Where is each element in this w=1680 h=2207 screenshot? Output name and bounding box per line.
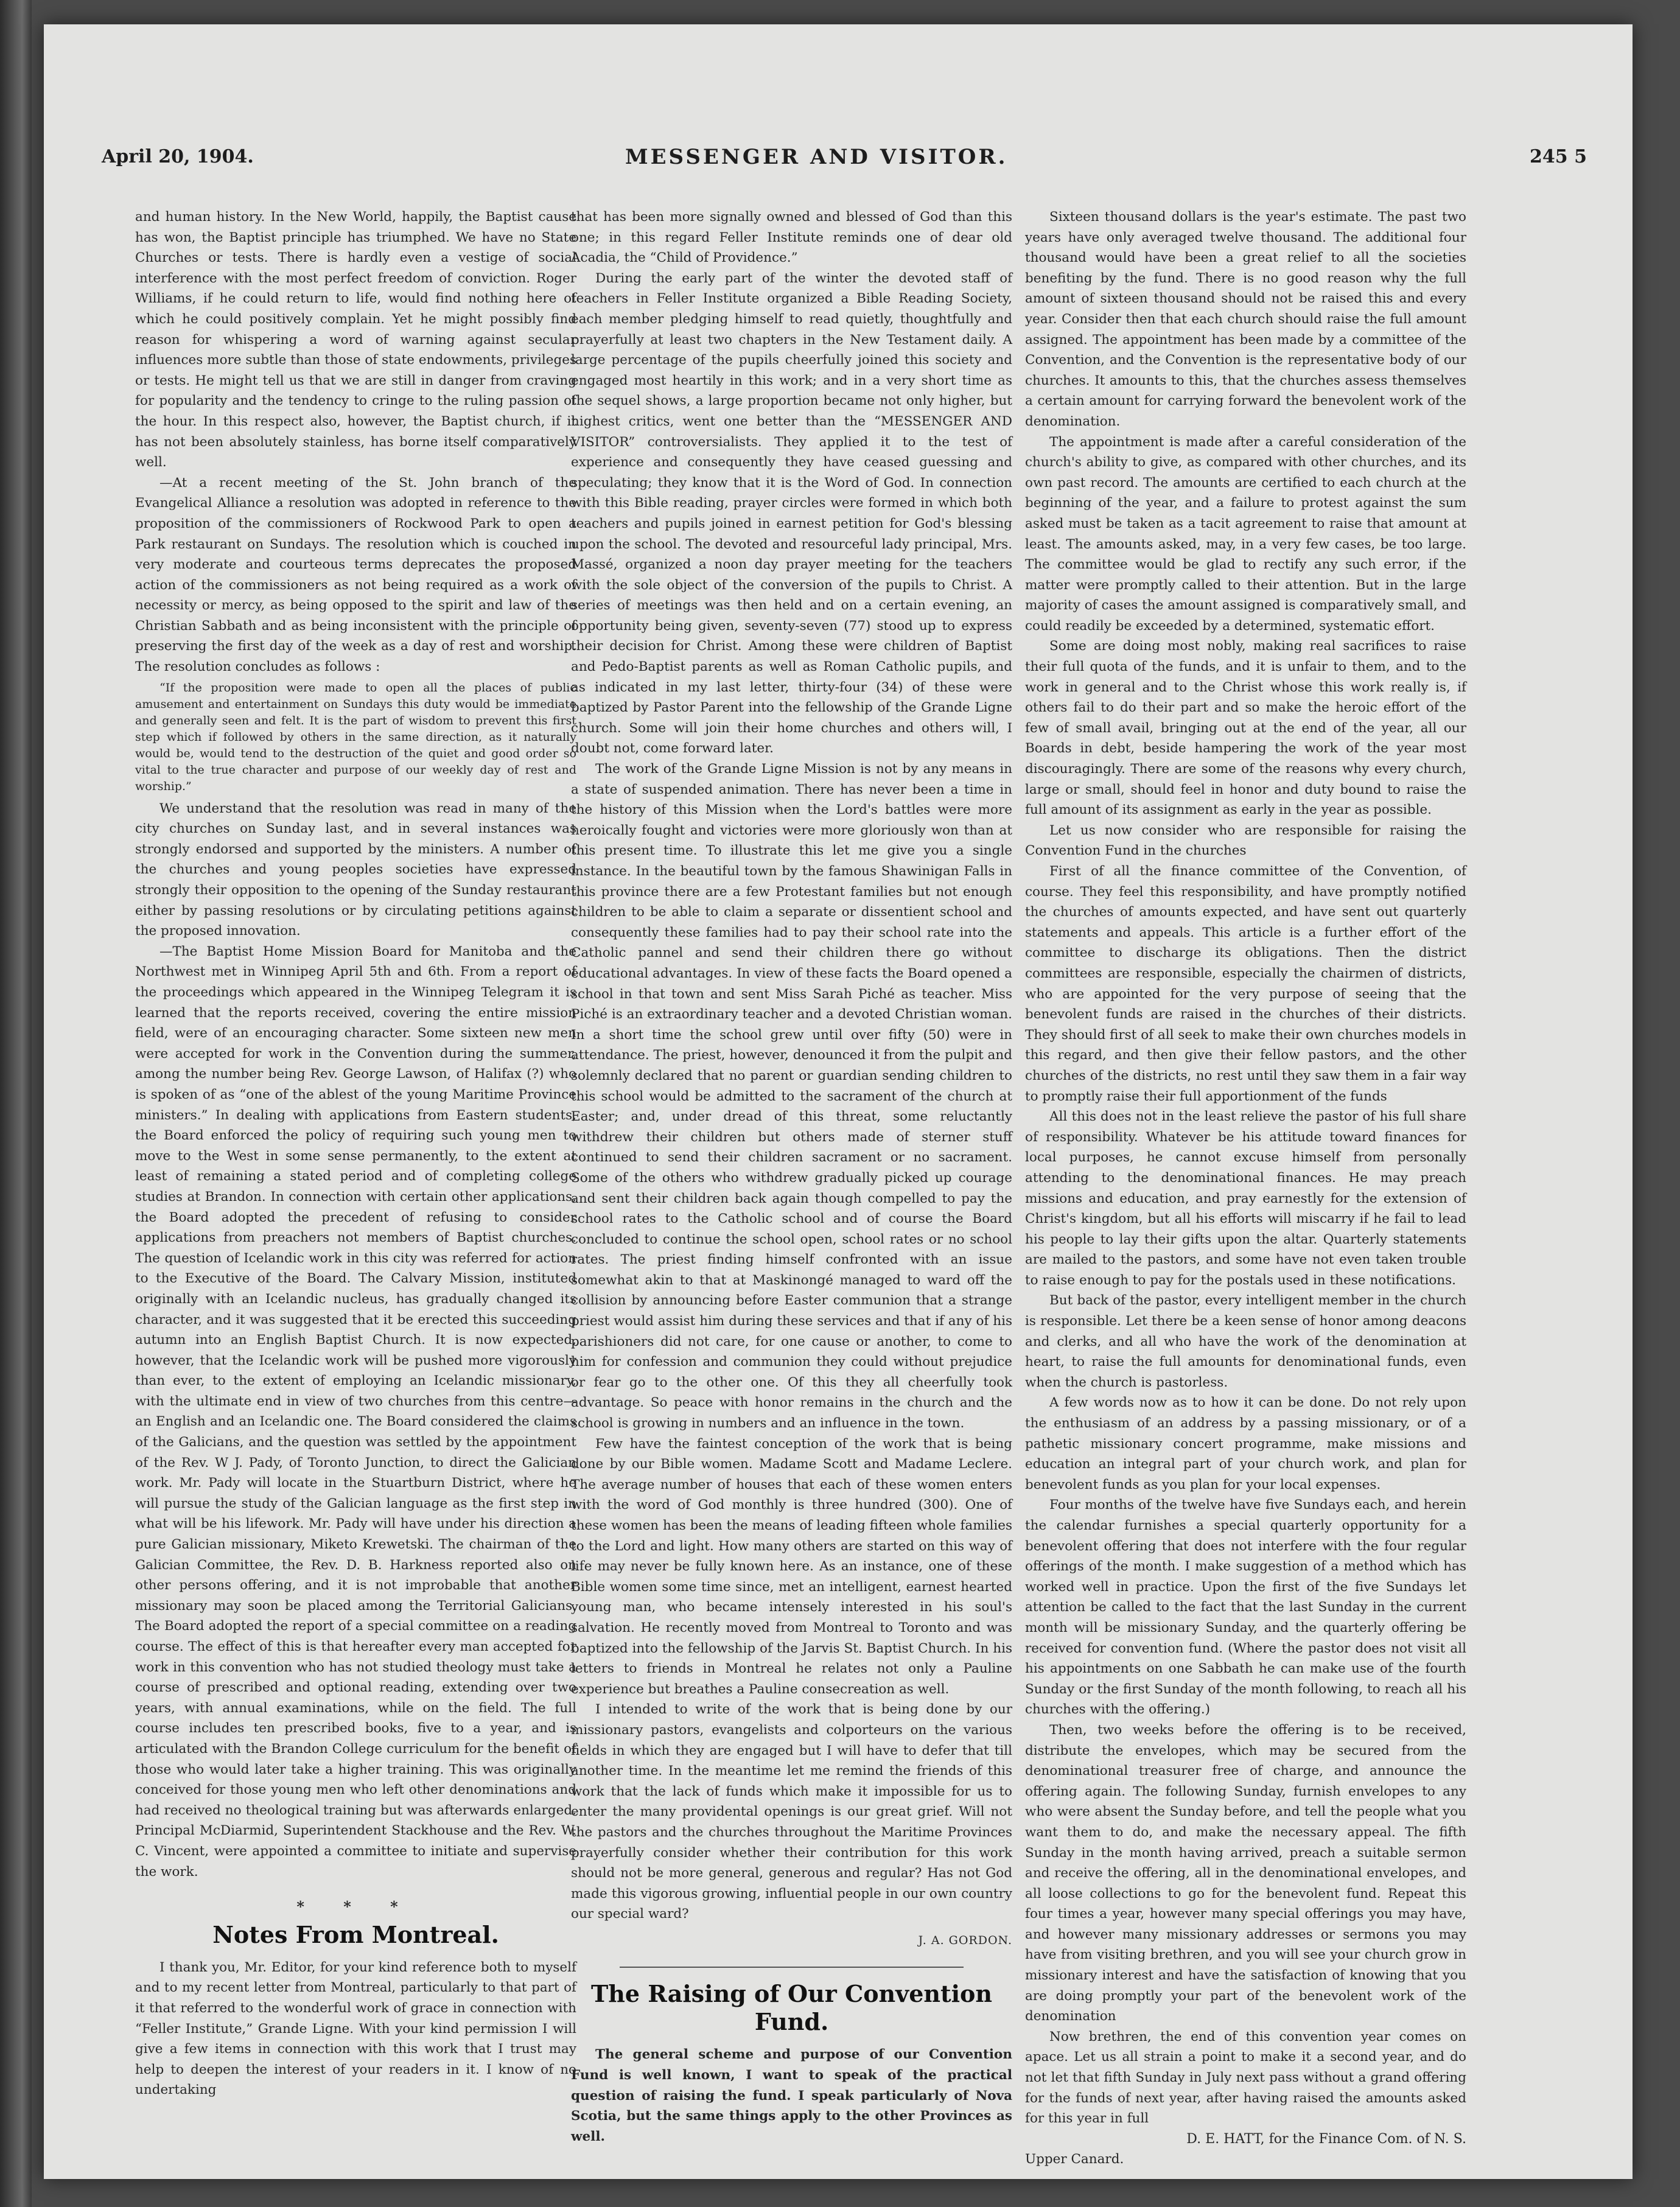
col3-paragraph-8: A few words now as to how it can be done. Do not rely upon the enthusiasm of an address by a passing missionary, or of a pathetic missionary concert programme, make missions and education an integral part of your church work, and plan for benevolent funds as you plan for your local expenses.: [1025, 1395, 1466, 1492]
section-divider-stars: * * *: [296, 1898, 415, 1916]
col3-paragraph-10: Then, two weeks before the offering is to be received, distribute the envelopes, which may be secured from the denominational treasurer free of charge, and announce the offering again. The following Sunday, furnish envelopes to any who were absent the Sunday before, and tell the people what you want them to do, and make the necessary appeal. The fifth Sunday in the month having arrived, preach a suitable sermon and receive the offering, all in the denominational envelopes, and all loose collections to go for the benevolent fund. Repeat this four times a year, however many special offerings you may have, and however many missionary addresses or sermons you may have from visiting brethren, and you will see your church grow in missionary interest and have the satisfaction of knowing that you are doing promptly your part of the benevolent work of the denomination: [1025, 1722, 1466, 2024]
resolution-quote: “If the proposition were made to open all the places of public amusement and entertainment on Sundays this duty would be immediate and generally seen and felt. It is the part of wisdom to prevent this first step which if followed by others in the same direction, as it naturally would be, would tend to the destruction of the quiet and good order so vital to the true character and purpose of our weekly day of rest and worship.”: [135, 680, 576, 793]
column-2: [571, 207, 1012, 2155]
col1-paragraph-4: —The Baptist Home Mission Board for Manitoba and the Northwest met in Winnipeg April 5th and 6th. From a report of the proceedings which appeared in the Winnipeg Telegram it is learned that the reports received, covering the entire mission field, were of an encouraging character. Some sixteen new men were accepted for work in the Convention during the summer, among the number being Rev. George Lawson, of Halifax (?) who is spoken of as “one of the ablest of the young Maritime Province ministers.” In dealing with applications from Eastern students, the Board enforced the policy of requiring such young men to move to the West in some sense permanently, to the extent at least of remaining a stated period and of completing college studies at Brandon. In connection with certain other applications, the Board adopted the precedent of refusing to consider applications from preachers not members of Baptist churches. The question of Icelandic work in this city was referred for action to the Executive of the Board. The Calvary Mission, instituted originally with an Icelandic nucleus, has gradually changed its character, and it was suggested that it be erected this succeeding autumn into an English Baptist Church. It is now expected, however, that the Icelandic work will be pushed more vigorously than ever, to the extent of employing an Icelandic missionary, with the ultimate end in view of two churches from this centre—an English and an Icelandic one. The Board considered the claims of the Galicians, and the question was settled by the appointment of the Rev. W J. Pady, of Toronto Junction, to direct the Galician work. Mr. Pady will locate in the Stuartburn District, where he will pursue the study of the Galician language as the first step in what will be his lifework. Mr. Pady will have under his direction a pure Galician missionary, Miketo Krewetski. The chairman of the Galician Committee, the Rev. D. B. Harkness reported also on other persons offering, and it is not improbable that another missionary may soon be placed among the Territorial Galicians. The Board adopted the report of a special committee on a reading course. The effect of this is that hereafter every man accepted for work in this convention who has not studied theology must take a course of prescribed and optional reading, extending over two years, with annual examinations, while on the field. The full course includes ten prescribed books, five to a year, and is articulated with the Brandon College curriculum for the benefit of those who would later take a higher training. This was originally conceived for those young men who left other denominations and had received no theological training but was afterwards enlarged. Principal McDiarmid, Superintendent Stackhouse and the Rev. W. C. Vincent, were appointed a committee to initiate and supervise the work.: [135, 943, 576, 1880]
col2-paragraph-2: During the early part of the winter the devoted staff of teachers in Feller Institute organized a Bible Reading Society, each member pledging himself to read quietly, thoughtfully and prayerfully at least two chapters in the New Testament daily. A large percentage of the pupils cheerfully joined this society and engaged most heartily in this work; and in a very short time as the sequel shows, a large proportion became not only higher, but highest critics, went one better than the “MESSENGER AND VISITOR” controversialists. They applied it to the test of experience and consequently they have ceased guessing and speculating; they know that it is the Word of God. In connection with this Bible reading, prayer circles were formed in which both teachers and pupils joined in earnest petition for God's blessing upon the school. The devoted and resourceful lady principal, Mrs. Massé, organized a noon day prayer meeting for the teachers with the sole object of the conversion of the pupils to Christ. A series of meetings was then held and on a certain evening, an opportunity being given, seventy-seven (77) stood up to express their decision for Christ. Among these were children of Baptist and Pedo-Baptist parents as well as Roman Catholic pupils, and as indicated in my last letter, thirty-four (34) of these were baptized by Pastor Parent into the fellowship of the Grande Ligne church. Some will join their home churches and others will, I doubt not, come forward later.: [571, 270, 1012, 757]
col3-paragraph-3: Some are doing most nobly, making real sacrifices to raise their full quota of the funds, and it is unfair to them, and to the work in general and to the Christ whose this work really is, if others fail to do their part and so make the heroic effort of the few of small avail, bringing out at the end of the year, all our Boards in debt, beside hampering the work of the year most discouragingly. There are some of the reasons why every church, large or small, should feel in honor and duty bound to raise the full amount of its assignment as early in the year as possible.: [1025, 638, 1466, 818]
heading-convention-fund: The Raising of Our Convention Fund.: [590, 1980, 993, 2036]
col1-paragraph-2: —At a recent meeting of the St. John branch of the Evangelical Alliance a resolution was adopted in reference to the proposition of the commissioners of Rockwood Park to open a Park restaurant on Sundays. The resolution which is couched in very moderate and courteous terms deprecates the proposed action of the commissioners as not being required as a work of necessity or mercy, as being opposed to the spirit and law of the Christian Sabbath and as being inconsistent with the principle of preserving the first day of the week as a day of rest and worship. The resolution concludes as follows :: [135, 475, 576, 675]
issue-date: April 20, 1904.: [102, 146, 254, 167]
signature-gordon: J. A. GORDON.: [918, 1933, 1012, 1947]
col3-paragraph-9: Four months of the twelve have five Sundays each, and herein the calendar furnishes a special quarterly opportunity for a benevolent offering that does not interfere with the four regular offerings of the month. I make suggestion of a method which has worked well in practice. Upon the first of the five Sundays let attention be called to the fact that the last Sunday in the current month will be missionary Sunday, and the quarterly offering be received for convention fund. (Where the pastor does not visit all his appointments on one Sabbath he can make use of the fourth Sunday or the first Sunday of the month following, to reach all his churches with the offering.): [1025, 1497, 1466, 1718]
col1-paragraph-1: and human history. In the New World, happily, the Baptist cause has won, the Baptist principle has triumphed. We have no State Churches or tests. There is hardly even a vestige of social interference with the most perfect freedom of conviction. Roger Williams, if he could return to life, would find nothing here of which he could positively complain. Yet he might possibly find reason for whispering a word of warning against secular influences more subtle than those of state endowments, privileges or tests. He might tell us that we are still in danger from craving for popularity and the tendency to cringe to the ruling passion of the hour. In this respect also, however, the Baptist church, if it has not been absolutely stainless, has borne itself comparatively well.: [135, 209, 576, 470]
heading-notes-from-montreal: Notes From Montreal.: [212, 1920, 499, 1948]
col3-paragraph-4: Let us now consider who are responsible for raising the Convention Fund in the churches: [1025, 822, 1466, 859]
col3-paragraph-11: Now brethren, the end of this convention year comes on apace. Let us all strain a point to make it a second year, and do not let that fifth Sunday in July next pass without a grand offering for the funds of next year, after having raised the amounts asked for this year in full: [1025, 2029, 1466, 2127]
col1-paragraph-3: We understand that the resolution was read in many of the city churches on Sunday last, and in several instances was strongly endorsed and supported by the ministers. A number of the churches and young peoples societies have expressed strongly their opposition to the opening of the Sunday restaurant either by passing resolutions or by circulating petitions against the proposed innovation.: [135, 800, 576, 939]
running-head: [102, 140, 1587, 183]
section-rule: [620, 1967, 964, 1968]
col3-paragraph-5: First of all the finance committee of the Convention, of course. They feel this responsibility, and have promptly notified the churches of amounts expected, and have sent out quarterly statements and appeals. This article is a further effort of the committee to discharge its obligations. Then the district committees are responsible, especially the chairmen of districts, who are appointed for the very purpose of seeing that the benevolent funds are raised in the churches of their districts. They should first of all seek to make their own churches models in this regard, and then give their fellow pastors, and the other churches of the districts, no rest until they saw them in a fair way to promptly raise their full apportionment of the funds: [1025, 864, 1466, 1104]
col2-paragraph-5: I intended to write of the work that is being done by our missionary pastors, evangelists and colporteurs on the various fields in which they are engaged but I will have to defer that till another time. In the meantime let me remind the friends of this work that the lack of funds which make it impossible for us to enter the many providental openings is our great grief. Will not the pastors and the churches throughout the Maritime Provinces prayerfully consider whether their contribution for this work should not be more general, generous and regular? Has not God made this vigorous growing, influential people in our own country our special ward?: [571, 1702, 1012, 1922]
col3-paragraph-1: Sixteen thousand dollars is the year's estimate. The past two years have only averaged twelve thousand. The additional four thousand would have been a great relief to all the societies benefiting by the fund. There is no good reason why the full amount of sixteen thousand should not be raised this and every year. Consider then that each church should raise the full amount assigned. The appointment has been made by a committee of the Convention, and the Convention is the representative body of our churches. It amounts to this, that the churches assess themselves a certain amount for carrying forward the benevolent work of the denomination.: [1025, 209, 1466, 429]
col2-paragraph-1: that has been more signally owned and blessed of God than this one; in this regard Feller Institute reminds one of dear old Acadia, the “Child of Providence.”: [571, 209, 1012, 266]
col2-paragraph-4: Few have the faintest conception of the work that is being done by our Bible women. Madame Scott and Madame Leclere. The average number of houses that each of these women enters with the word of God monthly is three hundred (300). One of these women has been the means of leading fifteen whole families to the Lord and light. How many others are started on this way of life may never be fully known here. As an instance, one of these Bible women some time since, met an intelligent, earnest hearted young man, who became intensely interested in his soul's salvation. He recently moved from Montreal to Toronto and was baptized into the fellowship of the Jarvis St. Baptist Church. In his letters to friends in Montreal he relates not only a Pauline experience but breathes a Pauline consecreation as well.: [571, 1436, 1012, 1697]
col2-paragraph-6: The general scheme and purpose of our Convention Fund is well known, I want to speak of the practical question of raising the fund. I speak particularly of Nova Scotia, but the same things apply to the other Provinces as well.: [571, 2047, 1012, 2144]
masthead-title: MESSENGER AND VISITOR.: [625, 145, 1008, 169]
col3-paragraph-2: The appointment is made after a careful consideration of the church's ability to give, as compared with other churches, and its own past record. The amounts are certified to each church at the beginning of the year, and a failure to protest against the sum asked must be taken as a tacit agreement to raise that amount at least. The amounts asked, may, in a very few cases, be too large. The committee would be glad to rectify any such error, if the matter were promptly called to their attention. But in the large majority of cases the amount assigned is comparatively small, and could readily be exceeded by a determined, systematic effort.: [1025, 434, 1466, 634]
column-1: [135, 207, 576, 2155]
page-number: 245 5: [1530, 146, 1587, 167]
signature-place: Upper Canard.: [1025, 2152, 1124, 2167]
column-3: [1025, 207, 1466, 2167]
col3-paragraph-6: All this does not in the least relieve the pastor of his full share of responsibility. Whatever be his attitude toward finances for local purposes, he cannot excuse himself from personally attending to the denominational finances. He may preach missions and education, and pray earnestly for the extension of Christ's kingdom, but all his efforts will miscarry if he fail to lead his people to lay their gifts upon the altar. Quarterly statements are mailed to the pastors, and some have not even taken trouble to raise enough to pay for the postals used in these notifications.: [1025, 1109, 1466, 1288]
col3-paragraph-7: But back of the pastor, every intelligent member in the church is responsible. Let there be a keen sense of honor among deacons and clerks, and all who have the work of the denomination at heart, to raise the full amounts for denominational funds, even when the church is pastorless.: [1025, 1293, 1466, 1390]
col2-paragraph-3: The work of the Grande Ligne Mission is not by any means in a state of suspended animation. There has never been a time in the history of this Mission when the Lord's battles were more heroically fought and victories were more gloriously won than at this present time. To illustrate this let me give you a single instance. In the beautiful town by the famous Shawinigan Falls in this province there are a few Protestant families but not enough children to be able to claim a separate or dissentient school and consequently these families had to pay their school rate into the Catholic pannel and send their children there go without educational advantages. In view of these facts the Board opened a school in that town and sent Miss Sarah Piché as teacher. Miss Piché is an extraordinary teacher and a devoted Christian woman. In a short time the school grew until over fifty (50) were in attendance. The priest, however, denounced it from the pulpit and solemnly declared that no parent or guardian sending children to this school would be admitted to the sacrament of the church at Easter; and, under dread of this threat, some reluctantly withdrew their children but others made of sterner stuff continued to send their children sacrament or no sacrament. Some of the others who withdrew gradually picked up courage and sent their children back again though compelled to pay the school rates to the Catholic school and of course the Board concluded to continue the school open, school rates or no school rates. The priest finding himself confronted with an issue somewhat akin to that at Maskinongé managed to ward off the collision by announcing before Easter communion that a strange priest would assist him during these services and that if any of his parishioners did not care, for one cause or another, to come to him for confession and communion they could without prejudice or fear go to the other one. Of this they all cheerfully took advantage. So peace with honor remains in the church and the school is growing in numbers and an influence in the town.: [571, 761, 1012, 1432]
col1-paragraph-5: I thank you, Mr. Editor, for your kind reference both to myself and to my recent letter from Montreal, particularly to that part of it that referred to the wonderful work of grace in connection with “Feller Institute,” Grande Ligne. With your kind permission I will give a few items in connection with this work that I trust may help to deepen the interest of your readers in it. I know of no undertaking: [135, 1959, 576, 2098]
scan-edge-left: [0, 0, 32, 2207]
newspaper-page: [44, 24, 1633, 2179]
signature-hatt: D. E. HATT, for the Finance Com. of N. S.: [1186, 2131, 1466, 2147]
